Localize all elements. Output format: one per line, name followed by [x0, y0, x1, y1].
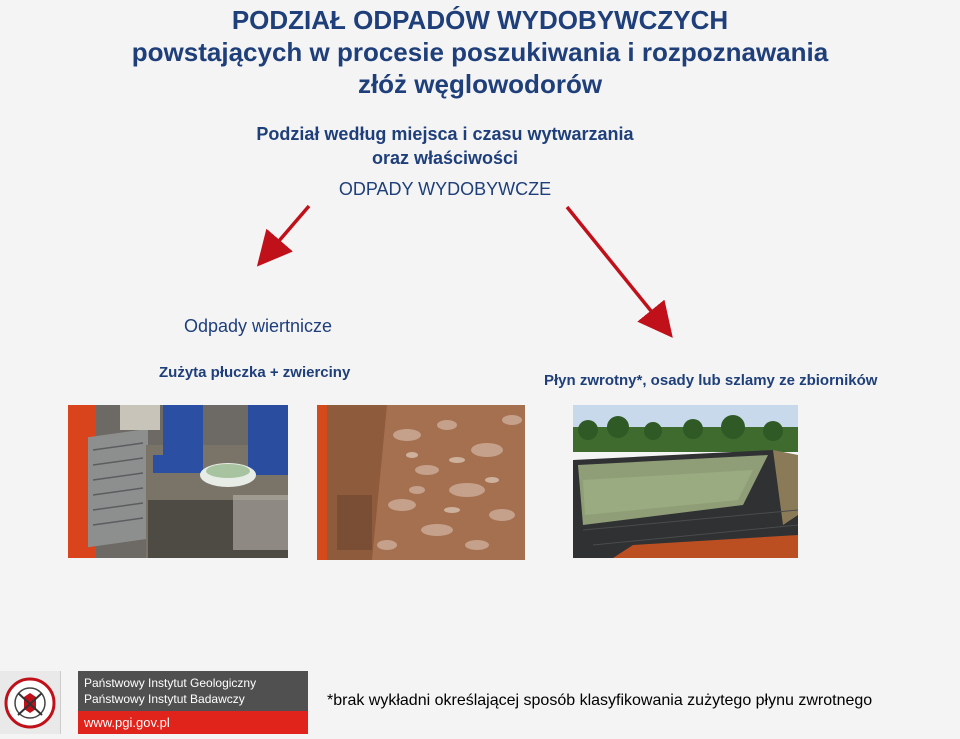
- institute-banner: [78, 671, 308, 734]
- photo-shale-shaker: [68, 405, 288, 558]
- subtitle-line-1: Podział według miejsca i czasu wytwarzania: [256, 124, 634, 144]
- pgi-logo-emblem-icon: [0, 671, 60, 734]
- institute-name-1: Państwowy Instytut Geologiczny: [84, 676, 257, 690]
- left-arrow: [266, 206, 309, 256]
- drilling-waste-sublabel: Zużyta płuczka + zwierciny: [159, 364, 351, 381]
- drilling-waste-label: Odpady wiertnicze: [184, 316, 333, 336]
- flowback-sublabel: Płyn zwrotny*, osady lub szlamy ze zbiorników: [544, 372, 878, 389]
- footnote: *brak wykładni określającej sposób klasyfikowania zużytego płynu zwrotnego: [327, 692, 873, 709]
- pgi-logo: [0, 671, 61, 734]
- subtitle-line-2: oraz właściwości: [371, 148, 519, 168]
- title-line-3: złóż węglowodorów: [357, 69, 603, 99]
- right-arrow: [567, 207, 664, 327]
- photo-drill-cuttings: [317, 405, 525, 560]
- title-line-2: powstających w procesie poszukiwania i rozpoznawania: [131, 37, 829, 67]
- institute-name-2: Państwowy Instytut Badawczy: [84, 692, 245, 706]
- website-link[interactable]: www.pgi.gov.pl: [78, 711, 308, 734]
- category-heading: ODPADY WYDOBYWCZE: [338, 179, 552, 199]
- photo-flowback-pond: [573, 405, 798, 558]
- title-line-1: PODZIAŁ ODPADÓW WYDOBYWCZYCH: [231, 5, 729, 35]
